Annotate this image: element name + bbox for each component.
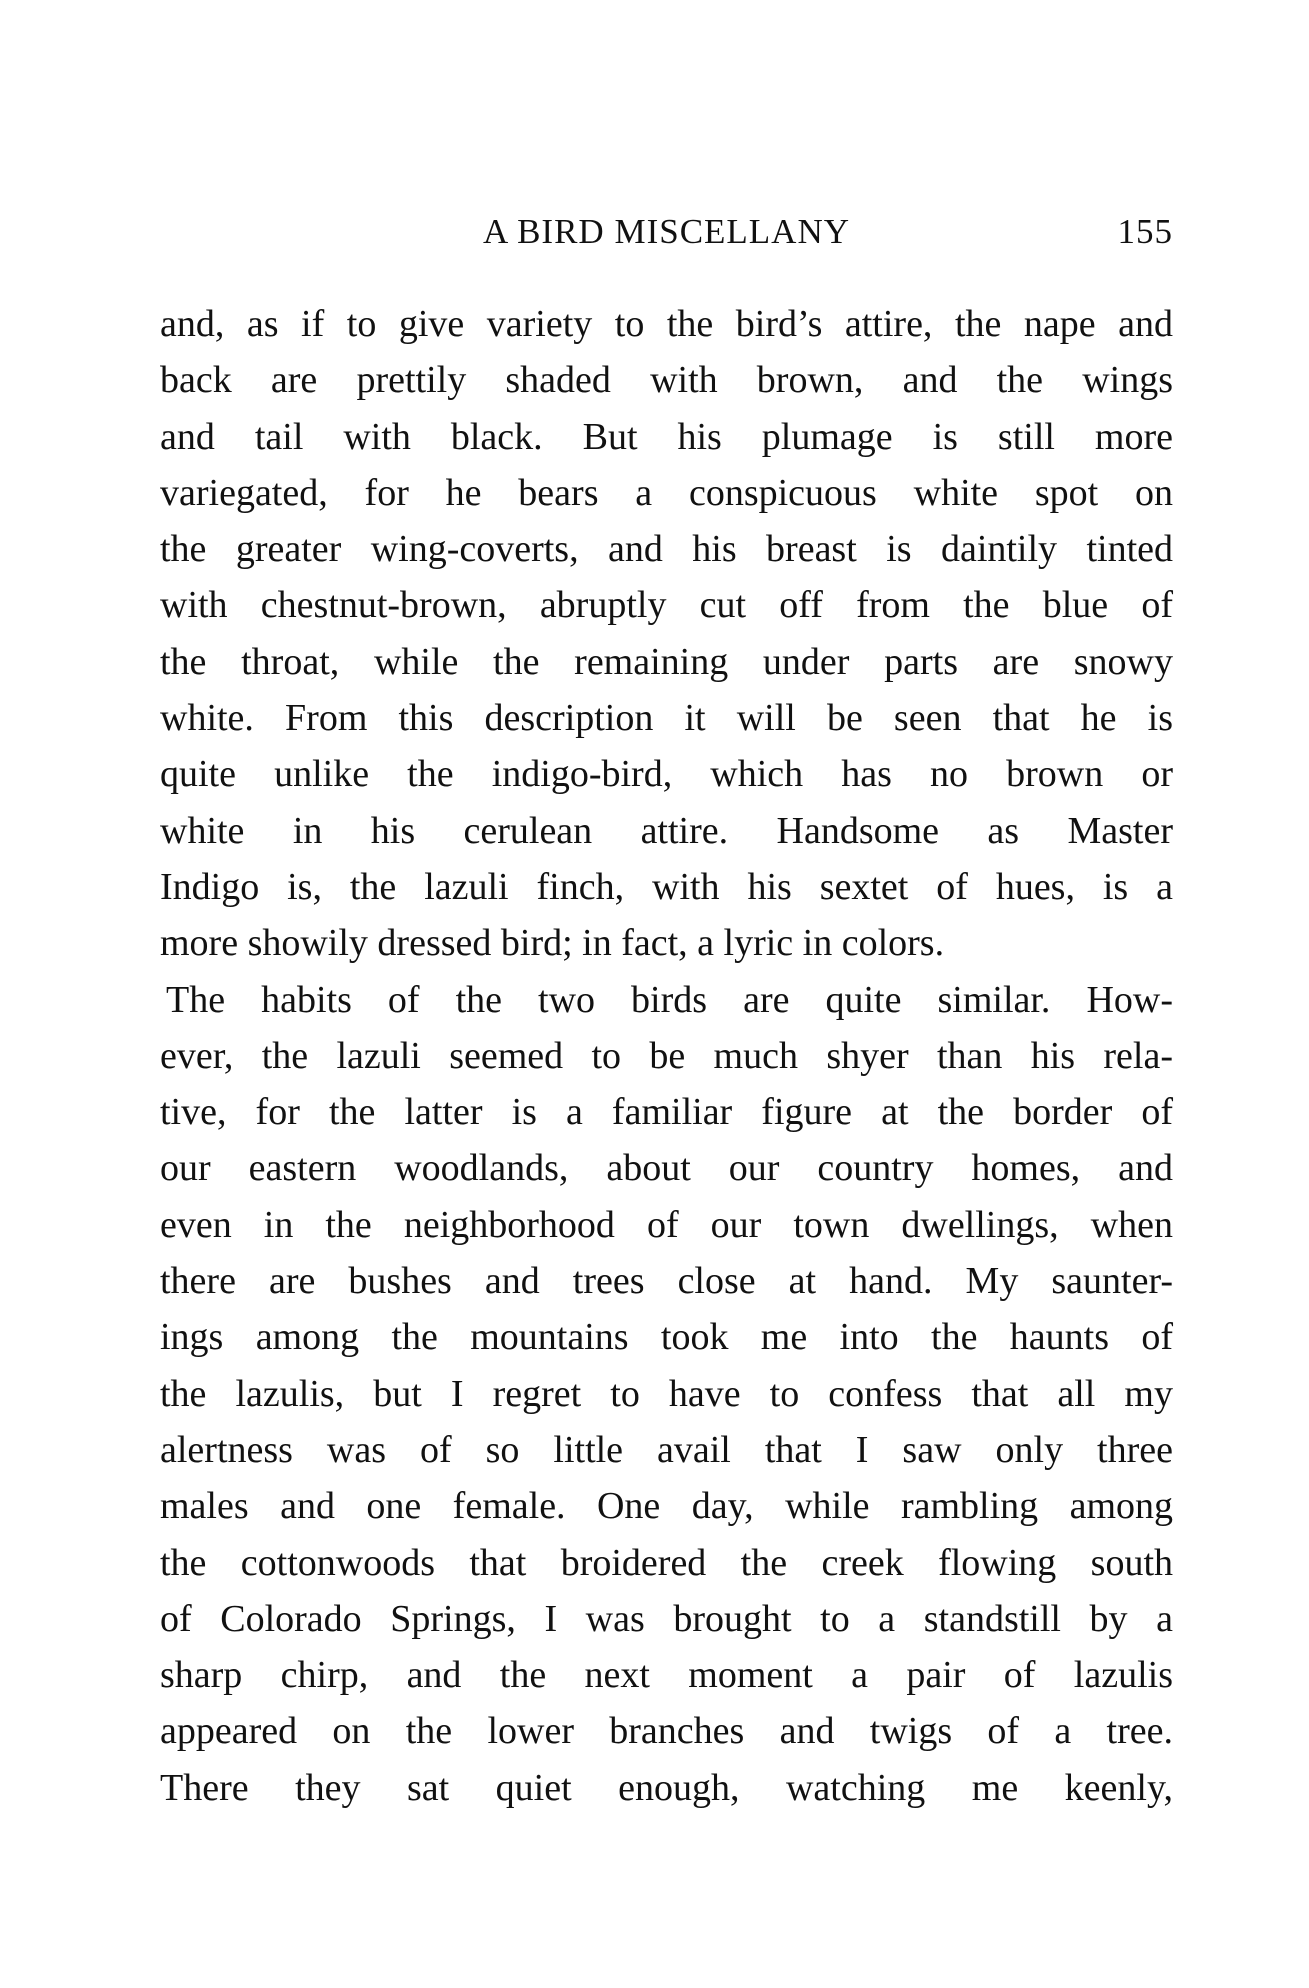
text-line: more showily dressed bird; in fact, a lyric in colors. bbox=[160, 922, 945, 965]
text-line: ever, the lazuli seemed to be much shyer than his rela- bbox=[160, 1034, 1173, 1077]
text-line: our eastern woodlands, about our country homes, and bbox=[160, 1147, 1173, 1190]
text-line: white. From this description it will be seen that he is bbox=[160, 697, 1173, 740]
text-line: the lazulis, but I regret to have to confess that all my bbox=[160, 1372, 1173, 1415]
text-line: and, as if to give variety to the bird’s attire, the nape and bbox=[160, 303, 1173, 345]
text-line: tive, for the latter is a familiar figure at the border of bbox=[160, 1091, 1173, 1134]
text-line: even in the neighborhood of our town dwellings, when bbox=[160, 1203, 1173, 1246]
text-line: Indigo is, the lazuli finch, with his sextet of hues, is a bbox=[160, 865, 1173, 908]
text-line: the greater wing-coverts, and his breast is daintily tinted bbox=[160, 528, 1173, 571]
text-line: The habits of the two birds are quite similar. How- bbox=[166, 978, 1173, 1021]
paragraph-1 bbox=[160, 296, 1173, 972]
text-line: variegated, for he bears a conspicuous white spot on bbox=[160, 471, 1173, 514]
text-line: There they sat quiet enough, watching me keenly, bbox=[160, 1766, 1173, 1809]
text-line: back are prettily shaded with brown, and the wings bbox=[160, 359, 1173, 402]
text-line: appeared on the lower branches and twigs of a tree. bbox=[160, 1710, 1173, 1753]
text-line: ings among the mountains took me into the haunts of bbox=[160, 1316, 1173, 1359]
text-line: with chestnut-brown, abruptly cut off from the blue of bbox=[160, 584, 1173, 627]
text-line: males and one female. One day, while rambling among bbox=[160, 1485, 1173, 1528]
text-line: alertness was of so little avail that I saw only three bbox=[160, 1428, 1173, 1471]
text-line: the throat, while the remaining under parts are snowy bbox=[160, 640, 1173, 683]
text-line: and tail with black. But his plumage is still more bbox=[160, 415, 1173, 458]
text-line: quite unlike the indigo-bird, which has no brown or bbox=[160, 753, 1173, 796]
running-header bbox=[160, 212, 1173, 262]
text-line: of Colorado Springs, I was brought to a standstill by a bbox=[160, 1597, 1173, 1640]
paragraph-2 bbox=[160, 972, 1173, 1816]
text-line: white in his cerulean attire. Handsome as Master bbox=[160, 809, 1173, 852]
text-line: sharp chirp, and the next moment a pair of lazulis bbox=[160, 1654, 1173, 1697]
page-body bbox=[160, 296, 1173, 1816]
running-title: A BIRD MISCELLANY bbox=[482, 212, 851, 251]
text-line: there are bushes and trees close at hand. My saunter- bbox=[160, 1260, 1173, 1303]
page-number: 155 bbox=[1117, 212, 1173, 251]
text-line: the cottonwoods that broidered the creek flowing south bbox=[160, 1541, 1173, 1584]
